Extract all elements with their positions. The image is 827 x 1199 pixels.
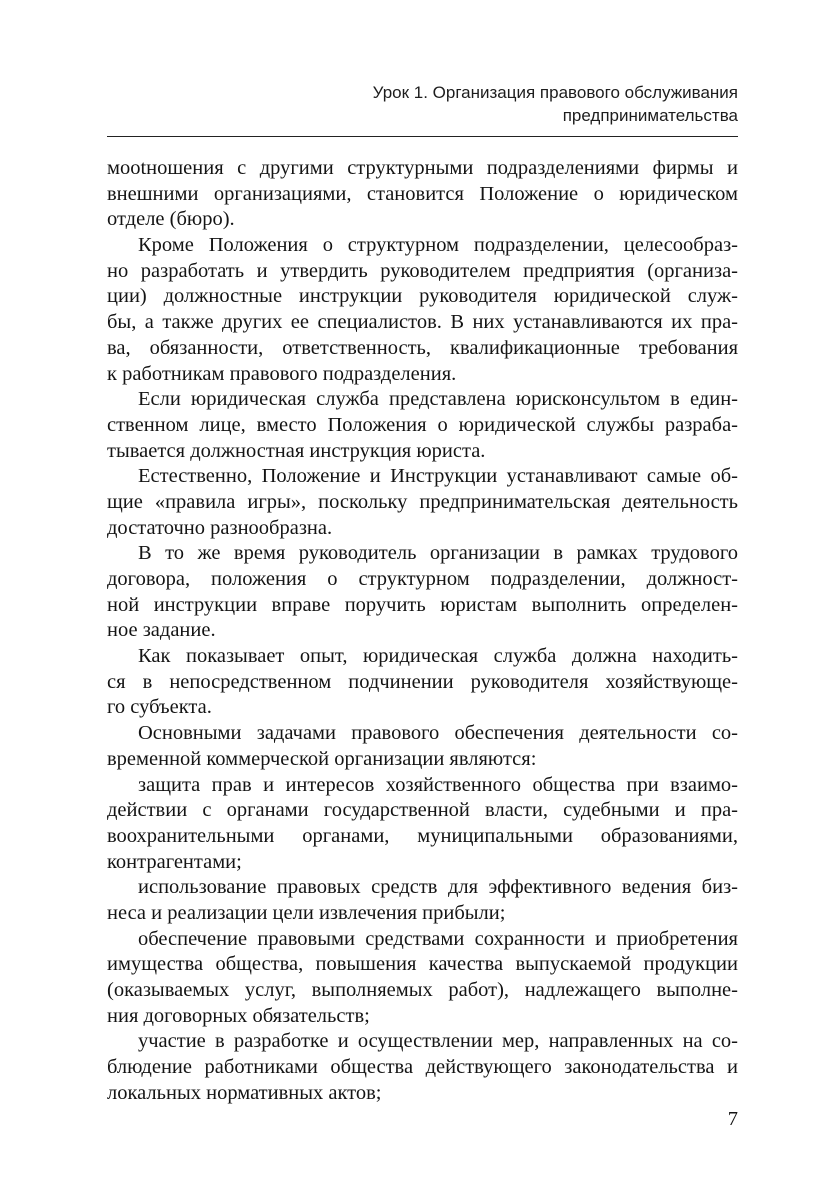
text-line: отделе (бюро). bbox=[107, 208, 235, 231]
text-line: локальных нормативных актов; bbox=[107, 1081, 382, 1104]
text-line: защита прав и интересов хозяйственного общества при взаимо- bbox=[138, 773, 738, 796]
text-line: ва, обязанности, ответственность, квалификационные требования bbox=[107, 336, 738, 359]
text-line: договора, положения о структурном подразделении, должност- bbox=[107, 568, 738, 590]
text-line: действии с органами государственной власти, судебными и пра- bbox=[107, 799, 738, 822]
text-line: Естественно, Положение и Инструкции устанавливают самые об- bbox=[138, 465, 738, 488]
text-line: временной коммерческой организации являются: bbox=[107, 747, 537, 770]
paragraph bbox=[107, 387, 738, 464]
page-number: 7 bbox=[727, 1108, 738, 1130]
text-line: использование правовых средств для эффективного ведения биз- bbox=[138, 876, 738, 899]
text-line: обеспечение правовыми средствами сохранности и приобретения bbox=[138, 927, 738, 950]
text-line: достаточно разнообразна. bbox=[107, 516, 333, 539]
text-line: ственном лице, вместо Положения о юридической службы разраба- bbox=[107, 413, 738, 436]
text-line: го субъекта. bbox=[107, 696, 212, 719]
text-line: мootношения с другими структурными подразделениями фирмы и bbox=[107, 157, 738, 179]
text-line: тывается должностная инструкция юриста. bbox=[107, 439, 486, 462]
text-line: Кроме Положения о структурном подразделении, целесообраз- bbox=[138, 234, 738, 257]
text-line: воохранительными органами, муниципальными образованиями, bbox=[107, 824, 738, 847]
text-line: Как показывает опыт, юридическая служба должна находить- bbox=[138, 645, 738, 668]
text-line: В то же время руководитель организации в рамках трудового bbox=[138, 542, 738, 565]
running-header bbox=[178, 81, 738, 127]
text-line: к работникам правового подразделения. bbox=[107, 362, 457, 385]
paragraph bbox=[107, 644, 738, 721]
text-line: ной инструкции вправе поручить юристам выполнить определен- bbox=[107, 593, 738, 616]
text-line: контрагентами; bbox=[107, 850, 242, 873]
text-line: имущества общества, повышения качества выпускаемой продукции bbox=[107, 953, 738, 976]
header-divider bbox=[107, 136, 738, 137]
text-line: бы, а также других ее специалистов. В них устанавливаются их пра- bbox=[107, 311, 738, 334]
text-line: ся в непосредственном подчинении руководителя хозяйствующе- bbox=[107, 670, 738, 693]
list-item bbox=[107, 875, 738, 926]
paragraph bbox=[107, 541, 738, 644]
text-line: ное задание. bbox=[107, 619, 216, 642]
paragraph bbox=[107, 721, 738, 772]
list-item bbox=[107, 1029, 738, 1106]
text-line: ния договорных обязательств; bbox=[107, 1004, 370, 1027]
paragraph bbox=[107, 156, 738, 233]
paragraph bbox=[107, 464, 738, 541]
text-line: блюдение работниками общества действующего законодательства и bbox=[107, 1056, 738, 1079]
text-line: (оказываемых услуг, выполняемых работ), надлежащего выполне- bbox=[107, 979, 738, 1001]
paragraph bbox=[107, 233, 738, 387]
text-line: участие в разработке и осуществлении мер, направленных на со- bbox=[138, 1030, 738, 1053]
text-line: Основными задачами правового обеспечения деятельности со- bbox=[138, 722, 738, 745]
text-line: но разработать и утвердить руководителем предприятия (организа- bbox=[107, 259, 738, 282]
text-line: внешними организациями, становится Положение о юридическом bbox=[107, 182, 738, 205]
text-line: неса и реализации цели извлечения прибыли; bbox=[107, 901, 506, 924]
text-line: Если юридическая служба представлена юрисконсультом в един- bbox=[138, 388, 738, 411]
body-text bbox=[107, 156, 738, 1106]
text-line: щие «правила игры», поскольку предпринимательская деятельность bbox=[107, 490, 738, 513]
list-item bbox=[107, 927, 738, 1030]
list-item bbox=[107, 773, 738, 876]
text-line: ции) должностные инструкции руководителя юридической служ- bbox=[107, 285, 738, 308]
running-header-line-1: Урок 1. Организация правового обслуживания bbox=[372, 83, 738, 102]
running-header-line-2: предпринимательства bbox=[562, 106, 738, 125]
